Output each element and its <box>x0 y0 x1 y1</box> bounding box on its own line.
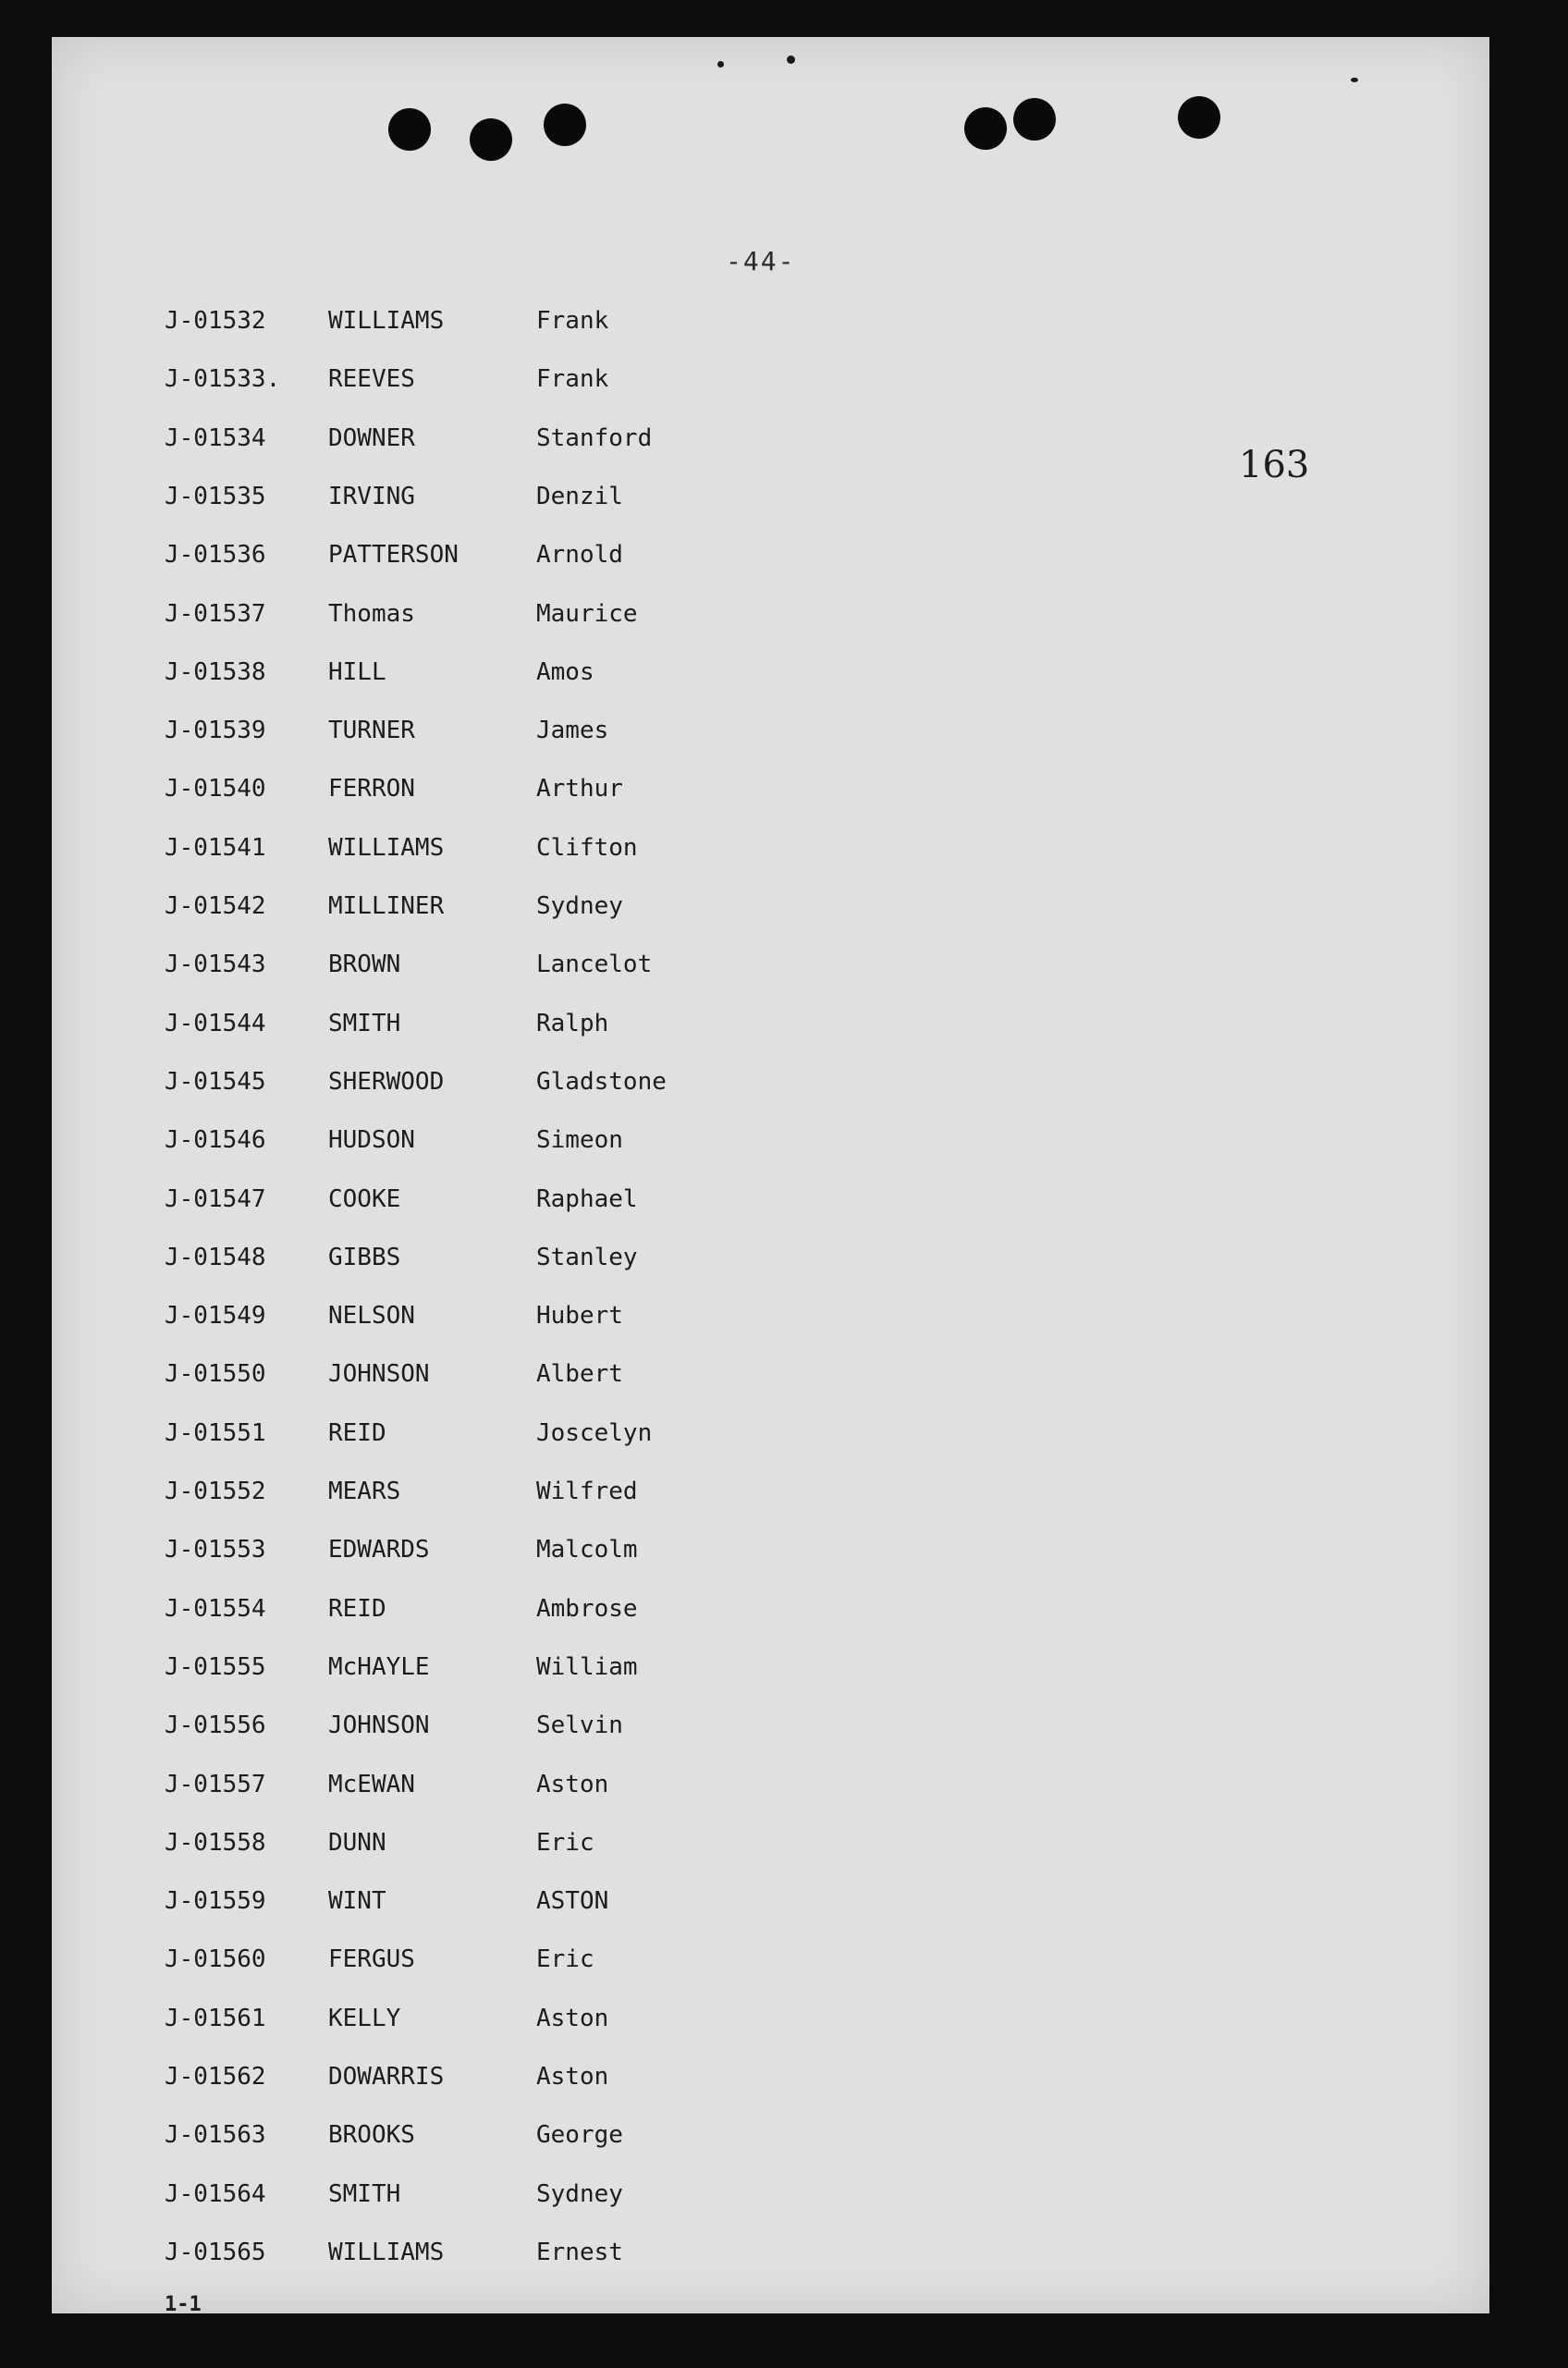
service-number: J-01535 <box>165 483 266 510</box>
service-number: J-01553 <box>165 1536 266 1564</box>
ink-speck <box>1351 78 1358 82</box>
service-number: J-01554 <box>165 1595 266 1623</box>
service-number: J-01550 <box>165 1360 266 1388</box>
surname: MEARS <box>328 1478 401 1505</box>
surname: WINT <box>328 1887 386 1915</box>
punch-hole <box>544 104 586 146</box>
given-name: Frank <box>536 365 609 393</box>
surname: REEVES <box>328 365 415 393</box>
service-number: J-01564 <box>165 2180 266 2208</box>
service-number: J-01533. <box>165 365 281 393</box>
surname: HUDSON <box>328 1126 415 1154</box>
given-name: Joscelyn <box>536 1419 653 1447</box>
ink-speck <box>717 61 724 67</box>
surname: MILLINER <box>328 892 445 920</box>
surname: DOWARRIS <box>328 2063 445 2091</box>
given-name: Eric <box>536 1945 594 1973</box>
given-name: Maurice <box>536 600 638 628</box>
given-name: Clifton <box>536 834 638 862</box>
given-name: Sydney <box>536 2180 623 2208</box>
given-name: Frank <box>536 307 609 335</box>
surname: BROOKS <box>328 2121 415 2149</box>
given-name: Ambrose <box>536 1595 638 1623</box>
surname: SMITH <box>328 2180 401 2208</box>
service-number: J-01547 <box>165 1185 266 1213</box>
given-name: Ernest <box>536 2239 623 2266</box>
given-name: Aston <box>536 1771 609 1798</box>
service-number: J-01543 <box>165 951 266 978</box>
given-name: George <box>536 2121 623 2149</box>
given-name: Lancelot <box>536 951 653 978</box>
given-name: William <box>536 1653 638 1681</box>
surname: IRVING <box>328 483 415 510</box>
given-name: Albert <box>536 1360 623 1388</box>
given-name: Denzil <box>536 483 623 510</box>
given-name: Ralph <box>536 1010 609 1037</box>
service-number: J-01537 <box>165 600 266 628</box>
given-name: Eric <box>536 1829 594 1857</box>
service-number: J-01534 <box>165 424 266 452</box>
service-number: J-01551 <box>165 1419 266 1447</box>
service-number: J-01542 <box>165 892 266 920</box>
service-number: J-01560 <box>165 1945 266 1973</box>
service-number: J-01538 <box>165 658 266 686</box>
folio-number: 163 <box>1239 444 1310 486</box>
given-name: Gladstone <box>536 1068 667 1096</box>
given-name: Stanley <box>536 1244 638 1271</box>
surname: PATTERSON <box>328 541 459 569</box>
surname: JOHNSON <box>328 1360 430 1388</box>
given-name: Wilfred <box>536 1478 638 1505</box>
given-name: Selvin <box>536 1712 623 1739</box>
service-number: J-01561 <box>165 2005 266 2032</box>
given-name: Sydney <box>536 892 623 920</box>
surname: FERRON <box>328 775 415 803</box>
given-name: Aston <box>536 2063 609 2091</box>
ink-speck <box>787 55 795 64</box>
surname: WILLIAMS <box>328 307 445 335</box>
given-name: Arthur <box>536 775 623 803</box>
surname: McHAYLE <box>328 1653 430 1681</box>
service-number: J-01565 <box>165 2239 266 2266</box>
surname: NELSON <box>328 1302 415 1330</box>
service-number: J-01532 <box>165 307 266 335</box>
surname: SHERWOOD <box>328 1068 445 1096</box>
service-number: J-01539 <box>165 717 266 744</box>
service-number: J-01549 <box>165 1302 266 1330</box>
service-number: J-01544 <box>165 1010 266 1037</box>
surname: WILLIAMS <box>328 2239 445 2266</box>
given-name: Aston <box>536 2005 609 2032</box>
surname: FERGUS <box>328 1945 415 1973</box>
service-number: J-01562 <box>165 2063 266 2091</box>
service-number: J-01556 <box>165 1712 266 1739</box>
surname: REID <box>328 1595 386 1623</box>
surname: BROWN <box>328 951 401 978</box>
given-name: Malcolm <box>536 1536 638 1564</box>
given-name: James <box>536 717 609 744</box>
service-number: J-01546 <box>165 1126 266 1154</box>
service-number: J-01558 <box>165 1829 266 1857</box>
punch-hole <box>1013 98 1056 141</box>
given-name: Arnold <box>536 541 623 569</box>
surname: McEWAN <box>328 1771 415 1798</box>
given-name: Raphael <box>536 1185 638 1213</box>
given-name: Simeon <box>536 1126 623 1154</box>
surname: DUNN <box>328 1829 386 1857</box>
surname: KELLY <box>328 2005 401 2032</box>
footer-stamp: 1-1 <box>165 2293 202 2316</box>
service-number: J-01541 <box>165 834 266 862</box>
service-number: J-01557 <box>165 1771 266 1798</box>
surname: WILLIAMS <box>328 834 445 862</box>
surname: REID <box>328 1419 386 1447</box>
punch-hole <box>470 118 512 161</box>
surname: JOHNSON <box>328 1712 430 1739</box>
given-name: Stanford <box>536 424 653 452</box>
given-name: Hubert <box>536 1302 623 1330</box>
surname: SMITH <box>328 1010 401 1037</box>
given-name: Amos <box>536 658 594 686</box>
service-number: J-01545 <box>165 1068 266 1096</box>
surname: EDWARDS <box>328 1536 430 1564</box>
service-number: J-01548 <box>165 1244 266 1271</box>
surname: COOKE <box>328 1185 401 1213</box>
surname: DOWNER <box>328 424 415 452</box>
given-name: ASTON <box>536 1887 609 1915</box>
service-number: J-01552 <box>165 1478 266 1505</box>
punch-hole <box>964 107 1007 150</box>
surname: Thomas <box>328 600 415 628</box>
service-number: J-01563 <box>165 2121 266 2149</box>
page-number: -44- <box>726 246 796 276</box>
service-number: J-01536 <box>165 541 266 569</box>
surname: TURNER <box>328 717 415 744</box>
punch-hole <box>388 108 431 151</box>
surname: HILL <box>328 658 386 686</box>
service-number: J-01559 <box>165 1887 266 1915</box>
service-number: J-01540 <box>165 775 266 803</box>
punch-hole <box>1178 96 1220 139</box>
service-number: J-01555 <box>165 1653 266 1681</box>
surname: GIBBS <box>328 1244 401 1271</box>
